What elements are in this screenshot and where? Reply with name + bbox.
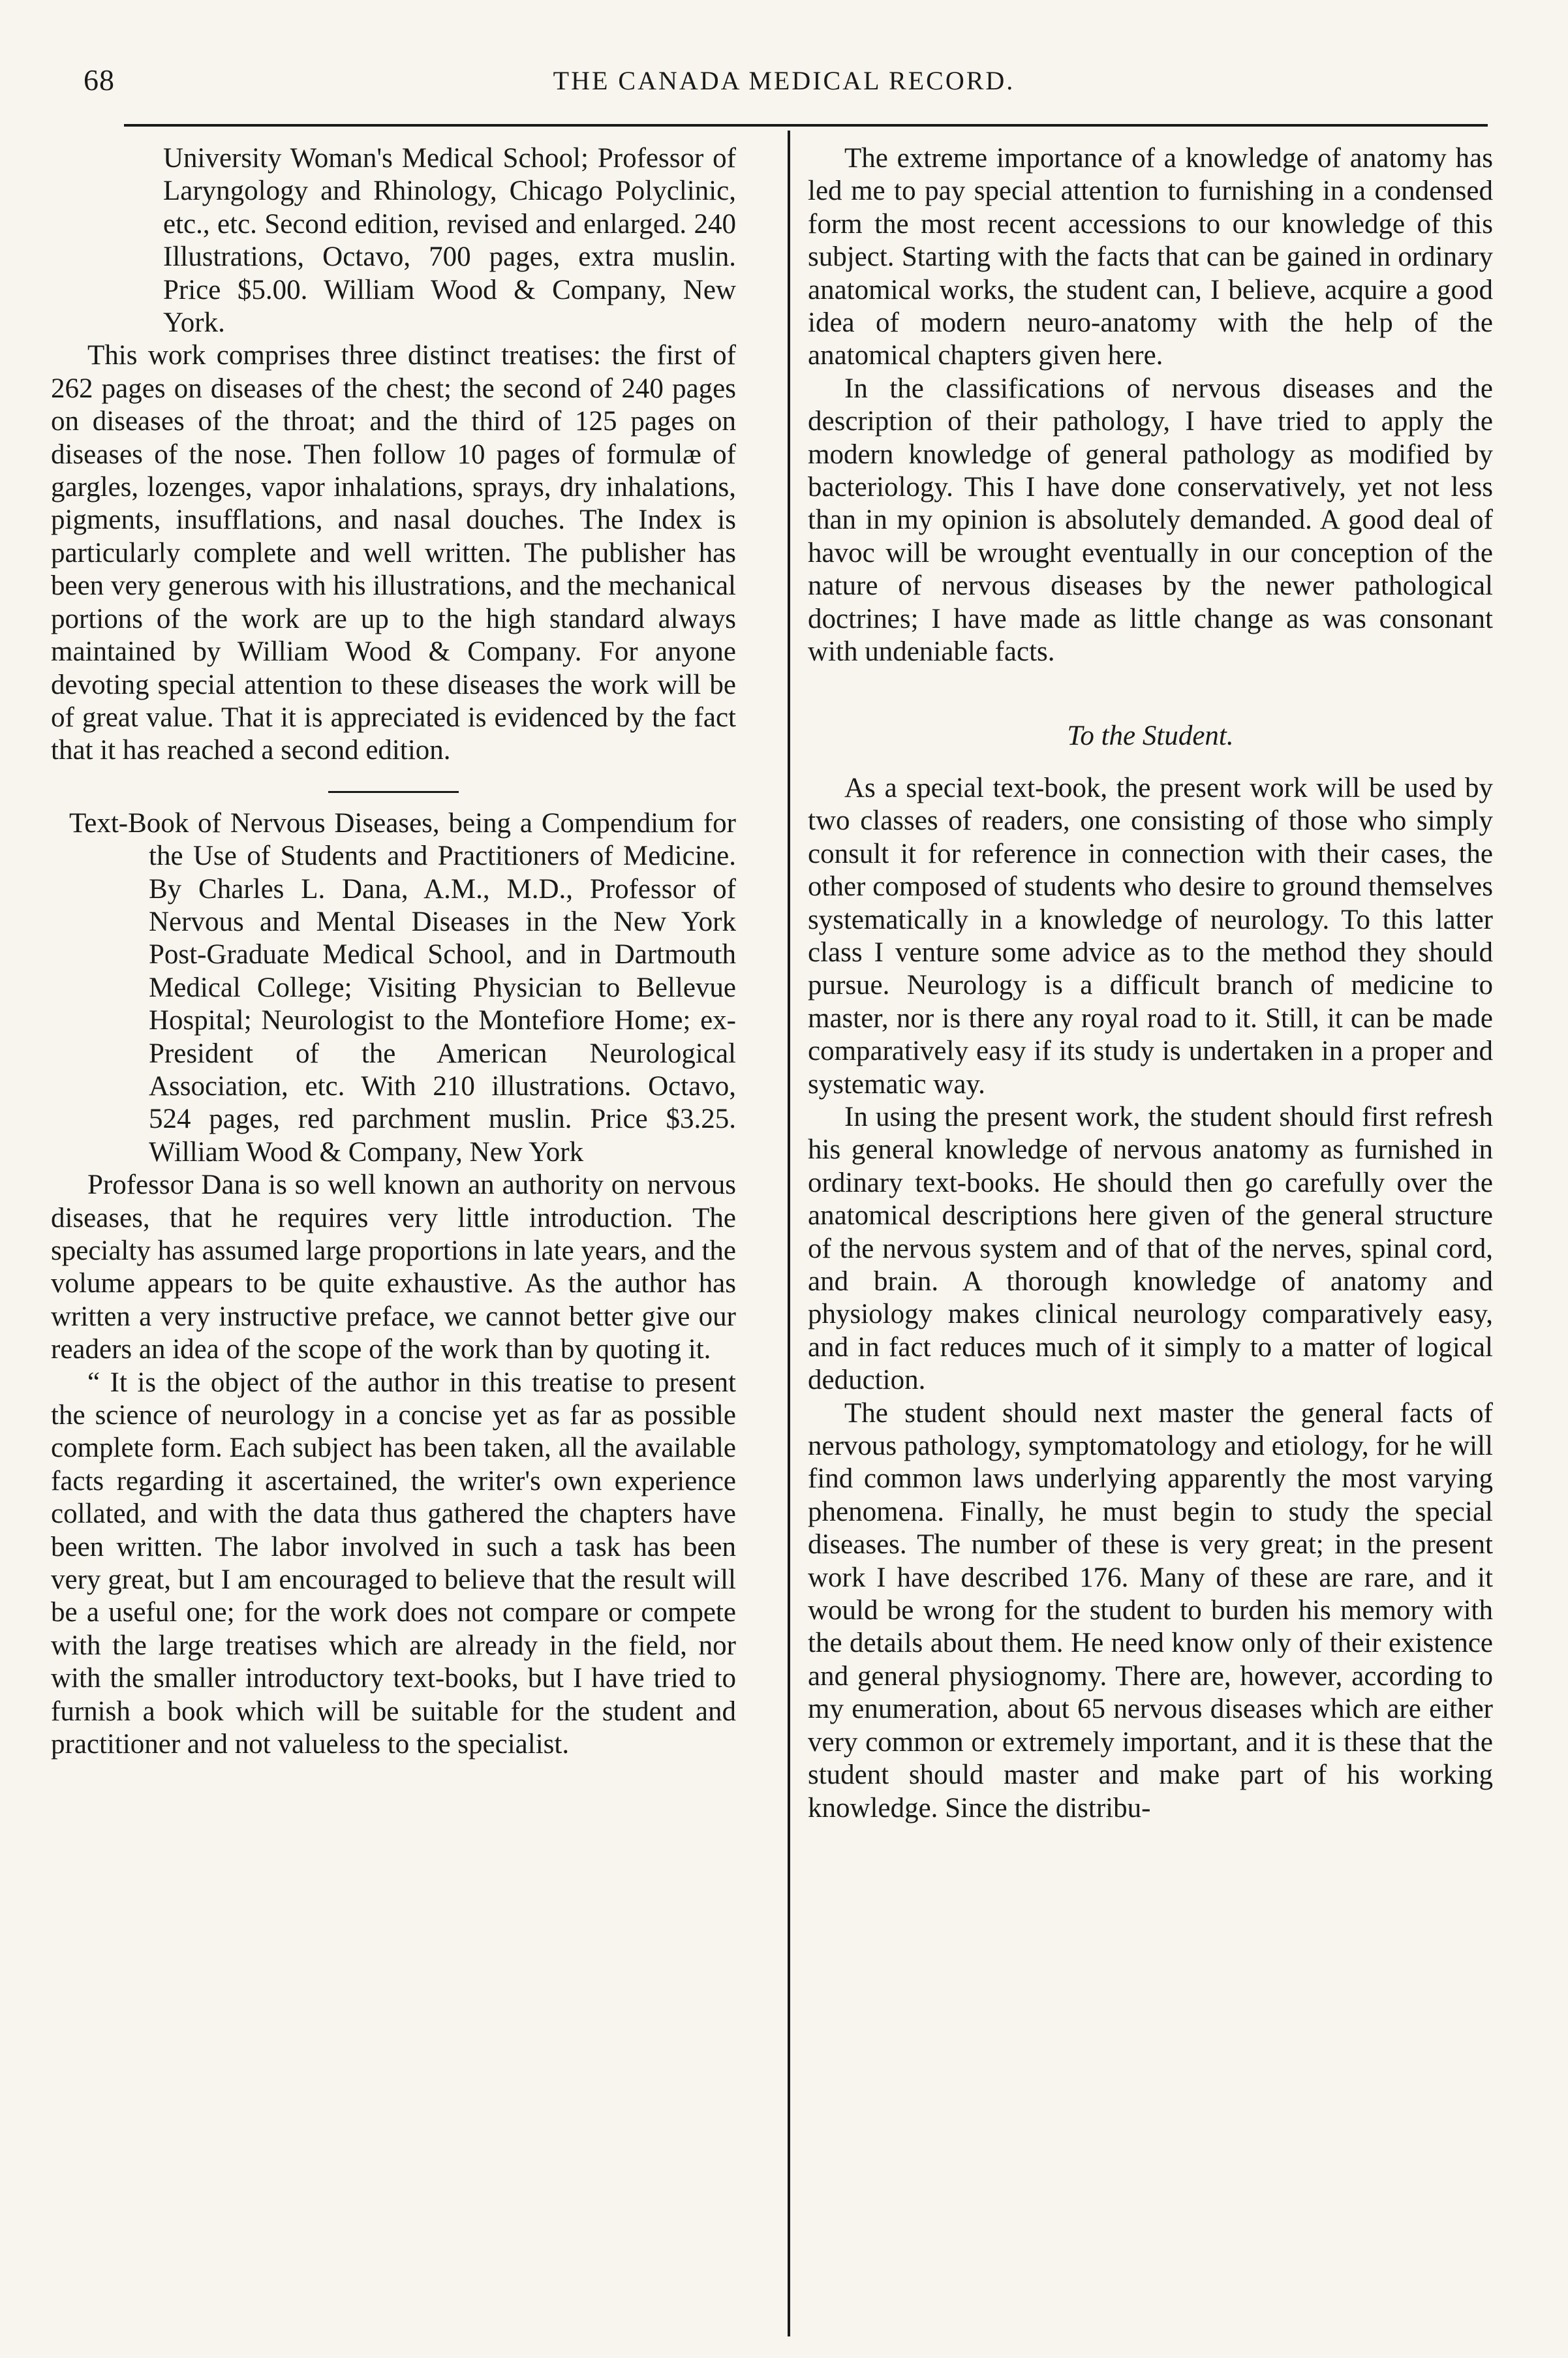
review2-body-paragraph: Professor Dana is so well known an authority on nervous diseases, that he requires very little introduction. The specialty has assumed large proportions in late years, and the volume appears to be quite exhaustive. As the author has written a very instructive preface, we cannot better give our readers an idea of the scope of the work than by quoting it.: [51, 1170, 736, 1365]
page-header: [0, 63, 1568, 115]
right-column: [808, 142, 1493, 2335]
student-paragraph-2: In using the present work, the student should first refresh his general knowledge of nervous anatomy as furnished in ordinary text-books. He should then go carefully over the anatomical descriptions here given of the general structure of the nervous system and of that of the nerves, spinal cord, and brain. A thorough knowledge of anatomy and physiology makes clinical neurology comparatively easy, and in fact reduces much of it simply to a matter of logical deduction.: [808, 1101, 1493, 1396]
review1-body: This work comprises three distinct treatises: the first of 262 pages on diseases of the chest; the second of 240 pages on diseases of the throat; and the third of 125 pages on diseases of the nose. Then follow 10 pages of formulæ of gargles, lozenges, vapor inhalations, sprays, dry inhalations, pigments, insufflations, and nasal douches. The Index is particularly complete and well written. The publisher has been very generous with his illustrations, and the mechanical portions of the work are up to the high standard always maintained by William Wood & Company. For anyone devoting special attention to these diseases the work will be of great value. That it is appreciated is evidenced by the fact that it has reached a second edition.: [51, 340, 736, 766]
review2-preface-quote: “ It is the object of the author in this treatise to present the science of neurology in a concise yet as far as possible complete form. Each subject has been taken, all the available facts regarding it ascertained, the writer's own experience collated, and with the data thus gathered the chapters have been written. The labor involved in such a task has been very great, but I am encouraged to believe that the result will be a useful one; for the work does not compare or compete with the large treatises which are already in the field, nor with the smaller introductory text-books, but I have tried to furnish a book which will be suitable for the student and practitioner and not valueless to the specialist.: [51, 1367, 736, 1760]
running-title: THE CANADA MEDICAL RECORD.: [553, 66, 1015, 95]
review2-citation: Text-Book of Nervous Diseases, being a Compendium for the Use of Students and Practitioners of Medicine. By Charles L. Dana, A.M., M.D., Professor of Nervous and Mental Diseases in the New York Post-Graduate Medical School, and in Dartmouth Medical College; Visiting Physician to Bellevue Hospital; Neurologist to the Montefiore Home; ex-President of the American Neurological Association, etc. With 210 illustrations. Octavo, 524 pages, red parchment muslin. Price $3.25. William Wood & Company, New York: [69, 807, 736, 1168]
section-separator: [328, 791, 459, 793]
review1-citation-continued: University Woman's Medical School; Professor of Laryngology and Rhinology, Chicago Polyclinic, etc., etc. Second edition, revised and enlarged. 240 Illustrations, Octavo, 700 pages, extra muslin. Price $5.00. William Wood & Company, New York.: [163, 143, 736, 339]
left-column: [51, 142, 736, 2335]
student-paragraph-1: As a special text-book, the present work will be used by two classes of readers, one consisting of those who simply consult it for reference in connection with their cases, the other composed of students who desire to ground themselves systematically in a knowledge of neurology. To this latter class I venture some advice as to the method they should pursue. Neurology is a difficult branch of medicine to master, nor is there any royal road to it. Still, it can be made comparatively easy if its study is undertaken in a proper and systematic way.: [808, 772, 1493, 1100]
section-subheading: To the Student.: [1067, 720, 1234, 751]
preface-paragraph-1: The extreme importance of a knowledge of anatomy has led me to pay special attention to furnishing in a condensed form the most recent accessions to our knowledge of this subject. Starting with the facts that can be gained in ordinary anatomical works, the student can, I believe, acquire a good idea of modern neuro-anatomy with the help of the anatomical chapters given here.: [808, 143, 1493, 371]
page-number: 68: [84, 63, 115, 97]
preface-paragraph-2: In the classifications of nervous diseases and the description of their pathology, I have tried to apply the modern knowledge of general pathology as modified by bacteriology. This I have done conservatively, yet not less than in my opinion is absolutely demanded. A good deal of havoc will be wrought eventually in our conception of the nature of nervous diseases by the newer pathological doctrines; I have made as little change as was consonant with undeniable facts.: [808, 373, 1493, 668]
header-rule: [124, 124, 1488, 127]
column-divider: [788, 131, 790, 2336]
student-paragraph-3: The student should next master the general facts of nervous pathology, symptomatology and etiology, for he will find common laws underlying apparently the most varying phenomena. Finally, he must begin to study the special diseases. The number of these is very great; in the present work I have described 176. Many of these are rare, and it would be wrong for the student to burden his memory with the details about them. He need know only of their existence and general physiognomy. There are, however, according to my enumeration, about 65 nervous diseases which are either very common or extremely important, and it is these that the student should master and make part of his working knowledge. Since the distribu-: [808, 1397, 1493, 1823]
